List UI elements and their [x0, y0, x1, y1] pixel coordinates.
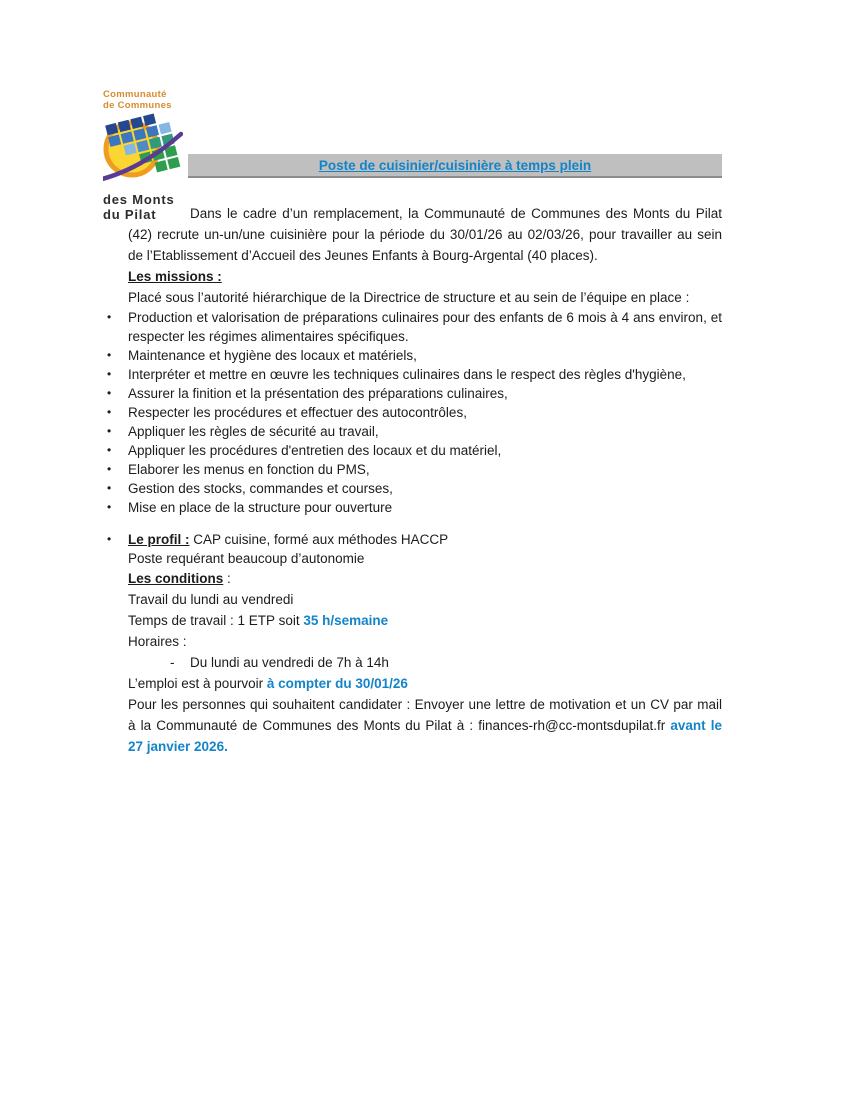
missions-list [128, 308, 722, 517]
document-body [128, 203, 722, 757]
mission-item: • Maintenance et hygiène des locaux et matériels, [128, 346, 722, 365]
profil-text: CAP cuisine, formé aux méthodes HACCP [189, 532, 449, 547]
contact-paragraph [128, 694, 722, 757]
condition-schedule-label: Horaires : [128, 634, 187, 649]
profil-line2: Poste requérant beaucoup d’autonomie [128, 551, 365, 566]
start-date-highlight: à compter du 30/01/26 [266, 676, 408, 691]
condition-worktime: Temps de travail : 1 ETP soit 35 h/semaine [128, 613, 389, 628]
mission-item: • Appliquer les procédures d'entretien des locaux et du matériel, [128, 441, 722, 460]
mission-item: • Gestion des stocks, commandes et courses, [128, 479, 722, 498]
profil-item [128, 530, 722, 568]
logo-bottom-line1: des Monts [103, 192, 175, 207]
job-title: Poste de cuisinier/cuisinière à temps plein [318, 157, 592, 173]
missions-heading: Les missions : [128, 269, 222, 284]
schedule-dash-item: - Du lundi au vendredi de 7h à 14h [128, 652, 722, 673]
logo-top-text [103, 89, 185, 111]
logo-top-line2: de Communes [103, 100, 172, 111]
logo-bottom-line2: du Pilat [103, 207, 157, 222]
contact-text: Pour les personnes qui souhaitent candidater : Envoyer une lettre de motivation et un CV par mail à la Communauté de Communes des Monts du Pilat à : finances-rh@cc-montsdupilat.fr [128, 697, 722, 733]
intro-paragraph: Dans le cadre d’un remplacement, la Communauté de Communes des Monts du Pilat (42) recrute un-un/une cuisinière pour la période du 30/01/26 au 02/03/26, pour travailler au sein de l’Etablissement d’Accueil des Jeunes Enfants à Bourg-Argental (40 places). [128, 206, 722, 263]
deadline-highlight: avant le 27 janvier 2026. [128, 718, 722, 754]
weekly-hours-highlight: 35 h/semaine [303, 613, 389, 628]
mission-item: • Assurer la finition et la présentation des préparations culinaires, [128, 384, 722, 403]
mission-item: • Production et valorisation de préparations culinaires pour des enfants de 6 mois à 4 ans environ, et respecter les régimes alimentaires spécifiques. [128, 308, 722, 346]
logo-top-line1: Communauté [103, 89, 167, 100]
profil-heading: Le profil : [128, 532, 190, 547]
mission-item: • Elaborer les menus en fonction du PMS, [128, 460, 722, 479]
missions-intro: Placé sous l’autorité hiérarchique de la Directrice de structure et au sein de l’équipe en place : [128, 290, 690, 305]
condition-workdays: Travail du lundi au vendredi [128, 592, 294, 607]
dash-bullet: - [170, 655, 175, 670]
sun-tiles-logo-icon [103, 113, 183, 191]
mission-item: • Respecter les procédures et effectuer des autocontrôles, [128, 403, 722, 422]
mission-item: • Interpréter et mettre en œuvre les techniques culinaires dans le respect des règles d'hygiène, [128, 365, 722, 384]
mission-item: • Mise en place de la structure pour ouverture [128, 498, 722, 517]
profil-line1 [128, 530, 722, 549]
condition-start-date: L’emploi est à pourvoir à compter du 30/01/26 [128, 676, 408, 691]
conditions-heading: Les conditions : [128, 571, 231, 586]
job-title-banner [188, 154, 722, 178]
mission-item: • Appliquer les règles de sécurité au travail, [128, 422, 722, 441]
